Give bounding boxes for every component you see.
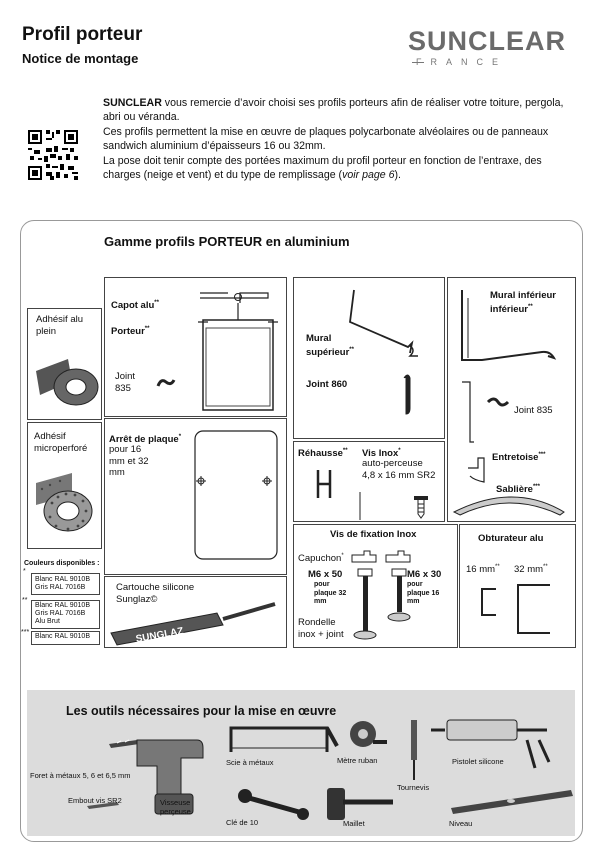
joint860-label: Joint 860 [306,379,348,390]
adhesif-plein-label: Adhésif alu plein [36,314,84,337]
tape-measure-icon [350,721,387,747]
page-subtitle: Notice de montage [22,51,139,66]
wrench-icon [238,789,309,820]
intro-p3a: La pose doit tenir compte des portées maximum du profil porteur en fonction de l’entraxe, des charges (neige et vent) et du type de remplissage ( [103,154,542,182]
tool-visseuse-label: Visseuse perçeuse [160,798,191,816]
tool-metre-label: Mètre ruban [337,756,378,765]
tool-embout-label: Embout vis SR2 [68,796,122,805]
range-title: Gamme profils PORTEUR en aluminium [104,234,350,249]
obt16-label: 16 mm** [466,564,500,576]
obturateur-drawing [460,525,575,647]
entretoise-label: Entretoise*** [492,452,546,464]
capot-label: Capot alu** [111,300,159,312]
level-icon [451,790,573,814]
silicone-cartridge-icon [105,577,286,647]
intro-text [103,96,575,182]
couleurs-1-b: Gris RAL 7016B [35,584,86,591]
rehausse-label: Réhausse** [298,448,348,460]
intro-p2: Ces profils permettent la mise en œuvre de plaques polycarbonate alvéolaires ou de panneaux sandwich aluminium d’épaisseurs 16 ou 32mm. [103,125,549,153]
couleurs-box-3 [31,631,100,645]
tool-foret-label: Foret à métaux 5, 6 et 6,5 mm [30,771,131,780]
adhesif-micro-label: Adhésif microperforé [34,431,88,454]
couleurs-3-a: Blanc RAL 9010B [35,633,90,640]
rehausse-drawing [294,442,444,521]
vis-fix-label: Vis de fixation Inox [330,529,417,540]
porteur-label: Porteur** [111,326,150,338]
arret-sub: pour 16 mm et 32 mm [109,444,149,478]
cartouche-box [104,576,287,648]
intro-p1: vous remercie d’avoir choisi ses profils porteurs afin de réaliser votre toiture, pergola, abri ou véranda. [103,97,564,124]
porteur-profile-drawing [105,278,286,416]
capuchon-label: Capuchon* [298,553,344,565]
couleurs-2-c: Alu Brut [35,618,60,625]
qr-code-icon [28,130,78,180]
tool-niveau-label: Niveau [449,819,473,828]
mallet-icon [327,788,393,820]
intro-p3c: ). [394,169,401,182]
obturateur-box [459,524,576,648]
mural-inf-label: Mural inférieur [490,290,556,301]
page-title: Profil porteur [22,24,143,45]
porteur-box [104,277,287,417]
arret-box [104,418,287,575]
arret-plate-drawing [105,419,286,574]
mural-inf-drawing [448,278,575,521]
brand-logo: SUNCLEAR [408,26,567,56]
tool-cle-label: Clé de 10 [226,818,259,827]
mural-sup-box [293,277,445,439]
vis-fix-box [293,524,458,648]
couleurs-box-1 [31,573,100,595]
adhesif-plein-box [27,308,102,420]
tools-title: Les outils nécessaires pour la mise en œuvre [66,704,337,718]
tool-maillet-label: Maillet [343,819,365,828]
microperforated-tape-icon [28,423,101,548]
couleurs-2-b: Gris RAL 7016B [35,610,86,617]
intro-p3-ref: voir page 6 [342,169,395,182]
mural-sup-label: Mural supérieur** [306,333,354,358]
fixing-screws-drawing [294,525,457,647]
obturateur-label: Obturateur alu [478,533,544,544]
arret-label: Arrêt de plaque* [109,434,182,446]
sabliere-label: Sablière*** [496,484,540,496]
tool-scie-label: Scie à métaux [226,758,274,767]
cartouche-brand: SUNGLAZ [134,625,185,646]
rehausse-box [293,441,445,522]
cartouche-label: Cartouche silicone Sunglaz© [116,582,195,605]
joint835-label: Joint 835 [115,371,136,394]
vis-inox-label: Vis Inox* [362,448,401,460]
mural-sup-drawing [294,278,444,438]
tape-roll-icon [28,309,101,419]
couleurs-box-2 [31,600,100,629]
couleurs-2-a: Blanc RAL 9010B [35,602,90,609]
adhesif-micro-box [27,422,102,549]
screwdriver-icon [411,720,417,780]
tool-tournevis-label: Tournevis [397,783,430,792]
drill-bit-icon [109,740,139,748]
tool-pistolet-label: Pistolet silicone [452,757,504,766]
rondelle-label: Rondelle inox + joint [298,617,344,640]
m6x30-label: M6 x 30 [407,569,442,580]
m6x50-label: M6 x 50 [308,569,343,580]
joint835b-label: Joint 835 [514,405,553,416]
obt32-label: 32 mm** [514,564,548,576]
hacksaw-icon [231,728,337,752]
m6x30-sub: pour plaque 16 mm [407,581,440,605]
couleurs-title: Couleurs disponibles : [24,560,100,567]
couleurs-1-a: Blanc RAL 9010B [35,576,90,583]
intro-brand: SUNCLEAR [103,97,162,109]
mural-inf-box: Mural inférieur inférieur** Joint 835 Entretoise*** Sablière*** [447,277,576,522]
m6x50-sub: pour plaque 32 mm [314,581,347,605]
mural-inf-label-2: inférieur [490,304,529,316]
brand-logo-sub: FRANCE [416,57,508,67]
vis-inox-sub: auto-perceuse 4,8 x 16 mm SR2 [362,458,436,481]
